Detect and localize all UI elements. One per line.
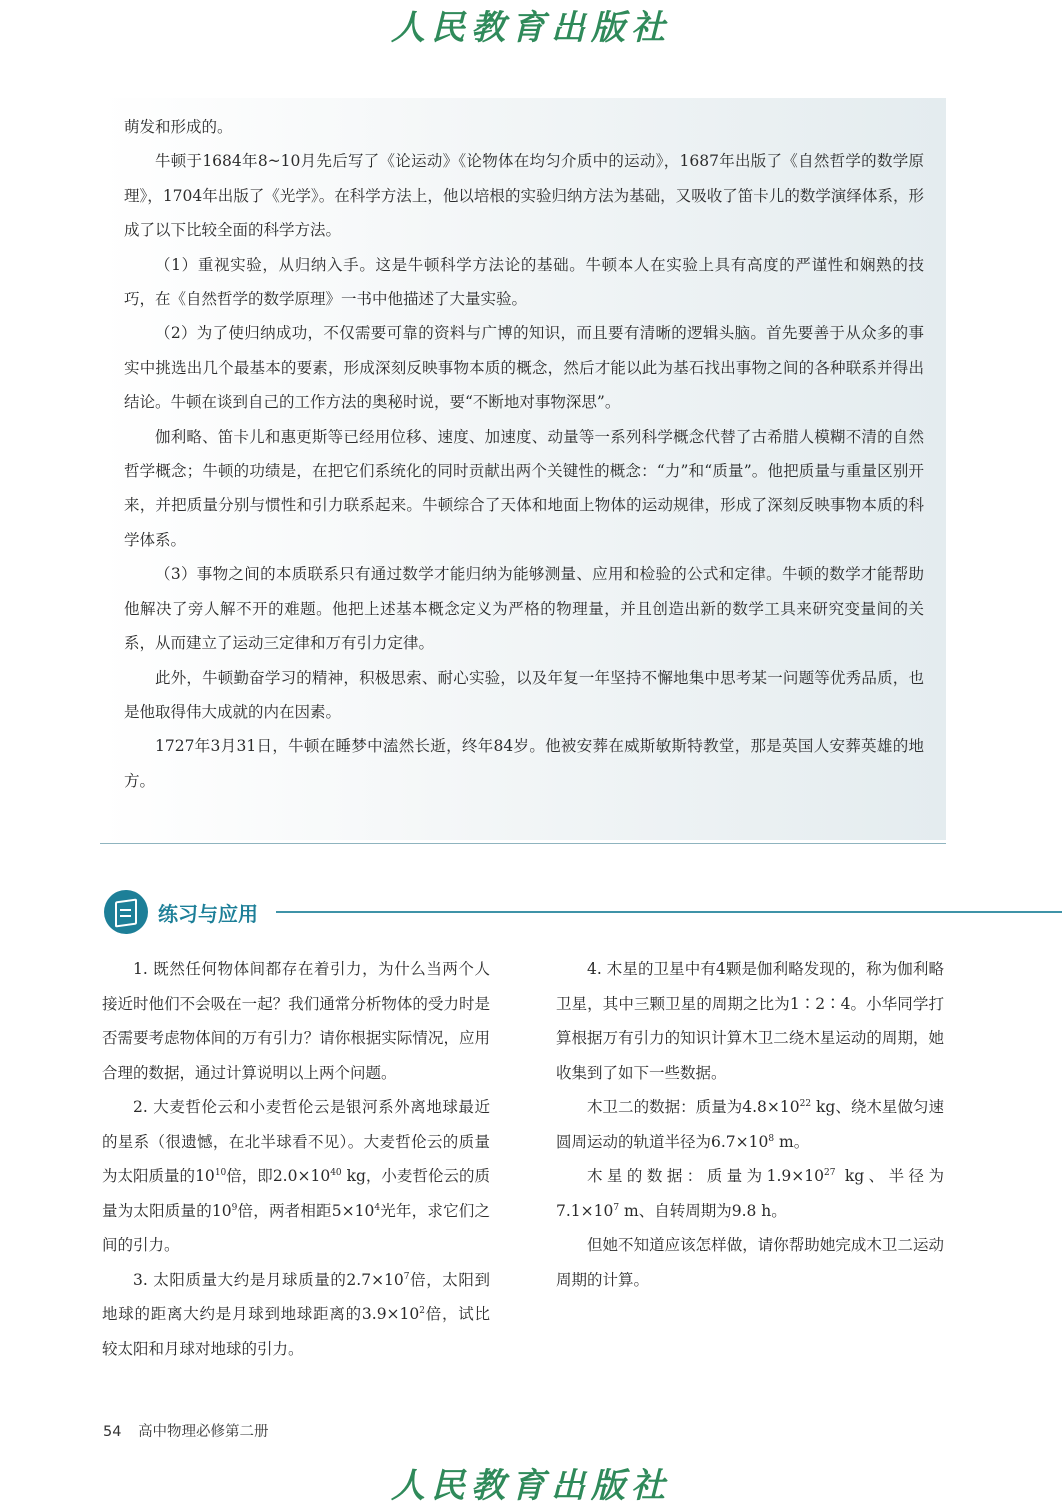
reading-panel-divider [100,843,946,844]
exercise-closing: 但她不知道应该怎样做，请你帮助她完成木卫二运动周期的计算。 [556,1236,944,1289]
reading-paragraph: 牛顿于1684年8~10月先后写了《论运动》《论物体在均匀介质中的运动》，1687年出版了《自然哲学的数学原理》，1704年出版了《光学》。在科学方法上，他以培根的实验归纳方法为基础，又吸收了笛卡儿的数学演绎体系，形成了以下比较全面的科学方法。 [124,152,924,240]
reading-paragraph: （1）重视实验，从归纳入手。这是牛顿科学方法论的基础。牛顿本人在实验上具有高度的严谨性和娴熟的技巧，在《自然哲学的数学原理》一书中他描述了大量实验。 [124,255,924,309]
exercise-question-3: 3. 太阳质量大约是月球质量的$2.7\times 10^7$倍，太阳到地球的距离大约是月球到地球距离的$3.9\times 10^2$倍，试比较太阳和月球对地球的引力。 [102,1270,490,1358]
page-number: 54 [103,1424,122,1440]
exercise-question-1: 1. 既然任何物体间都存在着引力，为什么当两个人接近时他们不会吸在一起？我们通常分析物体的受力时是否需要考虑物体间的万有引力？请你根据实际情况，应用合理的数据，通过计算说明以上两个问题。 [102,960,490,1082]
reading-paragraph: 伽利略、笛卡儿和惠更斯等已经用位移、速度、加速度、动量等一系列科学概念代替了古希腊人模糊不清的自然哲学概念；牛顿的功绩是，在把它们系统化的同时贡献出两个关键性的概念：“力”和“质量”。他把质量与重量区别开来，并把质量分别与惯性和引力联系起来。牛顿综合了天体和地面上物体的运动规律，形成了深刻反映事物本质的科学体系。 [124,427,924,549]
page-footer [103,1420,269,1441]
notebook-icon [104,890,148,934]
section-title: 练习与应用 [158,902,258,926]
reading-paragraph: （2）为了使归纳成功，不仅需要可靠的资料与广博的知识，而且要有清晰的逻辑头脑。首先要善于从众多的事实中挑选出几个最基本的要素，形成深刻反映事物本质的概念，然后才能以此为基石找出事物之间的各种联系并得出结论。牛顿在谈到自己的工作方法的奥秘时说，要“不断地对事物深思”。 [124,324,924,412]
exercise-question-4: 4. 木星的卫星中有4颗是伽利略发现的，称为伽利略卫星，其中三颗卫星的周期之比为1∶2∶4。小华同学打算根据万有引力的知识计算木卫二绕木星运动的周期，她收集到了如下一些数据。 [556,960,944,1082]
exercise-column-right [556,952,944,1297]
publisher-logo-bottom: 人民教育出版社 [391,1466,671,1506]
book-title: 高中物理必修第二册 [138,1424,269,1440]
publisher-logo-top: 人民教育出版社 [391,8,671,48]
reading-paragraph: （3）事物之间的本质联系只有通过数学才能归纳为能够测量、应用和检验的公式和定律。牛顿的数学才能帮助他解决了旁人解不开的难题。他把上述基本概念定义为严格的物理量，并且创造出新的数学工具来研究变量间的关系，从而建立了运动三定律和万有引力定律。 [124,565,924,653]
exercise-section-header [104,890,1062,936]
moon-data: 木卫二的数据：质量为$4.8\times 10^{22}$ kg、绕木星做匀速圆周运动的轨道半径为$6.7\times 10^8$ m。 [556,1098,944,1151]
section-rule [276,911,1062,913]
reading-paragraph: 萌发和形成的。 [124,118,233,136]
jupiter-data: 木星的数据：质量为$1.9\times 10^{27}$ kg、半径为$7.1\times 10^7$ m、自转周期为9.8 h。 [556,1167,944,1220]
reading-paragraph: 1727年3月31日，牛顿在睡梦中溘然长逝，终年84岁。他被安葬在威斯敏斯特教堂，那是英国人安葬英雄的地方。 [124,737,924,790]
exercise-question-2: 2. 大麦哲伦云和小麦哲伦云是银河系外离地球最近的星系（很遗憾，在北半球看不见）。大麦哲伦云的质量为太阳质量的$10^{10}$倍，即$2.0\times 10^{40}$ kg，小麦哲伦云的质量为太阳质量的$10^9$倍，两者相距$5\times 10^4$光年，求它们之间的引力。 [102,1098,490,1254]
exercise-column-left [102,952,490,1366]
reading-text [124,110,924,798]
reading-paragraph: 此外，牛顿勤奋学习的精神，积极思索、耐心实验，以及年复一年坚持不懈地集中思考某一问题等优秀品质，也是他取得伟大成就的内在因素。 [124,668,924,721]
